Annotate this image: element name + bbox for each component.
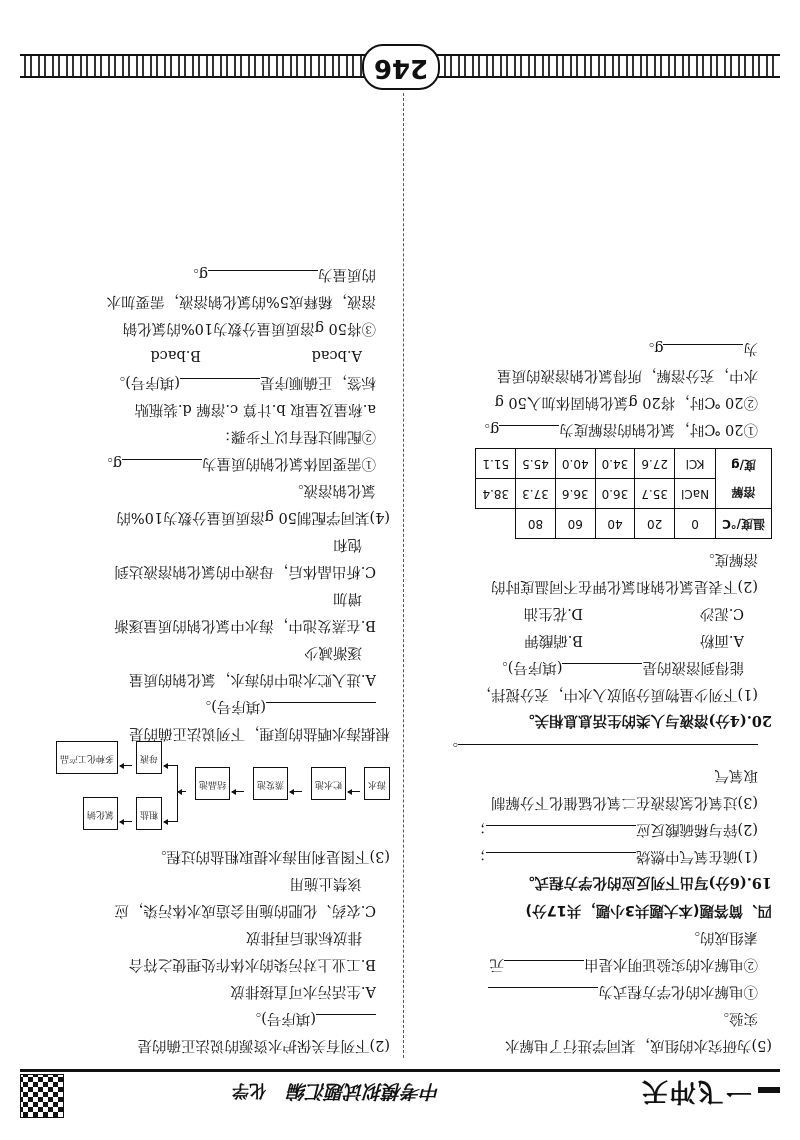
q20-item-2-1-tail: g。: [475, 421, 500, 437]
series-text: 中考模拟试题汇编: [287, 1080, 440, 1102]
series-title: [232, 1079, 440, 1106]
table-header-temp: 温度/℃: [716, 509, 772, 539]
q4-item-3a: ③将50 g溶质质量分数为10%的氯化钠: [122, 320, 376, 336]
table-cell: 51.1: [476, 449, 516, 479]
table-cell: 37.3: [516, 479, 556, 509]
answer-blank[interactable]: [486, 825, 636, 842]
q3-lead-2: [40, 692, 390, 719]
q20-item-2b: 溶解度。: [700, 551, 758, 567]
table-cell: 60: [555, 509, 595, 539]
q3-option-c-cont: 饱和: [333, 536, 362, 552]
q3-lead-tail: (填序号)。: [196, 698, 266, 714]
q5-intro-1: (5)为研究水的组成，某同学进行了电解水: [504, 1037, 772, 1053]
answer-blank[interactable]: [458, 744, 758, 761]
q4-item-2-order-text: 标签，正确顺序是: [260, 374, 376, 390]
right-column: [40, 260, 390, 1058]
table-cell: NaCl: [675, 479, 716, 509]
q20-option-c: C.泥沙: [699, 605, 744, 621]
q20-item-2-2c-text: 为: [743, 340, 758, 356]
table-cell: 45.5: [516, 449, 556, 479]
q3-option-b-cont: 增加: [333, 590, 362, 606]
q20-options-row-2: [422, 599, 772, 626]
q5-item-2-text: ②电解水的实验证明水是由: [584, 956, 758, 972]
table-row: [476, 479, 772, 509]
q20-item-2-2c: [422, 334, 772, 361]
q4-item-3c-text: 的质量为: [318, 266, 376, 282]
table-cell: 80: [516, 509, 556, 539]
flow-arrow: [348, 791, 360, 792]
table-cell: 36.0: [595, 479, 635, 509]
q2-stem-a: (2)下列有关保护水资源的说法正确的是: [137, 1037, 390, 1053]
q2-stem-b: [40, 1004, 390, 1031]
answer-blank[interactable]: [486, 852, 636, 869]
q4-item-2-options: [40, 341, 390, 368]
answer-blank[interactable]: [208, 270, 318, 287]
q5-item-2: [422, 950, 772, 977]
flow-arrow: [178, 791, 186, 792]
table-cell: 40.0: [555, 449, 595, 479]
q20-options-row-1: [422, 626, 772, 653]
q4-item-2-order-tail: (填序号)。: [110, 374, 180, 390]
brand-text: 一飞冲天: [639, 1076, 752, 1106]
q5-item-1: [422, 977, 772, 1004]
column-divider: [403, 93, 404, 1058]
q4-item-1-tail: g。: [98, 455, 122, 471]
q3-option-a-cont: 逐渐减少: [304, 644, 362, 660]
answer-blank[interactable]: [563, 663, 643, 680]
flow-crystal: 结晶池: [195, 767, 230, 800]
answer-blank[interactable]: [180, 378, 260, 395]
solubility-table: [475, 448, 772, 539]
flow-storage: 贮水池: [311, 767, 346, 800]
flow-arrow: [290, 791, 302, 792]
flow-arrow: [120, 765, 132, 766]
table-cell: 20: [635, 509, 675, 539]
q19-item-2-text: (2)锌与稀硫酸反应: [635, 821, 758, 837]
brand-title: [640, 1075, 780, 1112]
q4-stem-b: 氯化钠溶液。: [289, 482, 376, 498]
q5-item-2b: 素组成的。: [685, 929, 758, 945]
q4-item-3c-tail: g。: [184, 266, 208, 282]
page-header: [20, 1069, 780, 1118]
table-cell: 35.7: [635, 479, 675, 509]
q20-option-d: D.花生油: [523, 605, 583, 621]
flow-arrow: [232, 791, 244, 792]
answer-blank[interactable]: [664, 344, 744, 361]
q3-lead: 根据海水晒盐的原理，下列说法正确的是: [129, 725, 390, 741]
table-cell: KCl: [675, 449, 716, 479]
answer-blank[interactable]: [316, 1014, 376, 1031]
q19-item-1-text: (1)硫在氧气中燃烧: [635, 848, 758, 864]
q2-option-c: C.农药、化肥的施用会造成水体污染，应: [114, 902, 376, 918]
q2-stem-b-text: (填序号)。: [246, 1010, 316, 1026]
q20-item-1a: (1)下列少量物质分别放入水中，充分搅拌，: [476, 686, 758, 702]
left-column: [422, 334, 772, 1058]
flow-chem: 多种化工产品: [56, 741, 118, 774]
q20-item-2-2b: 水中，充分溶解，所得氯化钠溶液的质量: [497, 367, 758, 383]
flow-arrow: [120, 821, 132, 822]
q20-stem: 20.(4分)溶液与人类的生活息息相关。: [519, 712, 772, 729]
flow-arrow: [164, 765, 178, 766]
q19-item-3a: (3)过氧化氢溶液在二氧化锰催化下分解制: [490, 794, 758, 810]
q20-option-b: B.硝酸钾: [524, 632, 583, 648]
q20-item-1b-text: 能得到溶液的是: [642, 659, 744, 675]
answer-blank[interactable]: [504, 960, 584, 977]
salt-flowchart: [40, 752, 390, 836]
q5-item-1-text: ①电解水的化学方程式为: [598, 983, 758, 999]
q3-option-c: C.析出晶体后，母液中的氯化钠溶液达到: [114, 563, 376, 579]
flow-seawater: 海水: [364, 767, 390, 800]
flow-arrow: [164, 821, 178, 822]
q20-item-2-2a: ②20 ℃时，将20 g氯化钠固体加入50 g: [494, 394, 758, 410]
table-cell: 36.6: [555, 479, 595, 509]
q4-item-3b: 溶液，稀释成5%的氯化钠溶液，需要加水: [106, 293, 376, 309]
q3-option-b: B.在蒸发池中，海水中氯化钠的质量逐渐: [114, 617, 376, 633]
table-header-solubility: [716, 449, 772, 509]
checker-pattern-icon: [20, 1074, 64, 1118]
answer-blank[interactable]: [489, 987, 599, 1004]
flow-nacl: 氯化钠: [83, 797, 118, 830]
q5-item-2-tail: 元: [489, 956, 504, 972]
subject-text: 化学: [231, 1080, 266, 1100]
q19-stem: 19.(6分)写出下列反应的化学方程式。: [519, 874, 772, 891]
brand-mark-icon: [758, 1088, 780, 1094]
q4-option-b: B.bacd: [150, 347, 201, 363]
q5-intro-2: 实验。: [714, 1010, 758, 1026]
table-cell: 38.4: [476, 479, 516, 509]
q4-item-2: ②配制过程有以下步骤：: [216, 428, 376, 444]
q4-option-a: A.bcad: [311, 347, 362, 363]
q19-item-2: (2)锌与稀硫酸反应；: [422, 815, 772, 842]
flow-mother: 母液: [136, 741, 162, 774]
table-cell: 0: [675, 509, 716, 539]
q2-option-c-cont: 该禁止施用: [289, 875, 362, 891]
q20-item-1b-tail: (填序号)。: [493, 659, 563, 675]
q20-item-2-1-text: ①20 ℃时，氯化钠的溶解度为: [559, 421, 758, 437]
q2-option-b: B.工业上对污染的水体作处理使之符合: [128, 956, 376, 972]
q2-option-a: A.生活污水可直接排放: [230, 983, 376, 999]
q20-item-2-2c-tail: g。: [639, 340, 664, 356]
q20-item-2-1: [422, 415, 772, 442]
flow-evap: 蒸发池: [253, 767, 288, 800]
flow-crude: 粗盐: [136, 797, 162, 830]
answer-blank[interactable]: [122, 459, 202, 476]
answer-blank[interactable]: [266, 702, 376, 719]
table-cell: 27.6: [635, 449, 675, 479]
q19-item-3b: 取氧气: [714, 767, 758, 783]
table-header-solubility-b: 度/g: [731, 458, 757, 473]
table-cell: 34.0: [595, 449, 635, 479]
answer-blank[interactable]: [499, 425, 559, 442]
q20-option-a: A.面粉: [699, 632, 744, 648]
q3-option-a: A.进入贮水池中的海水，氯化钠的质量: [128, 671, 376, 687]
q19-item-1: (1)硫在氧气中燃烧；: [422, 842, 772, 869]
q4-item-2-order: [40, 368, 390, 395]
page-number: 246: [362, 44, 440, 90]
q19-item-3-blank: 。: [422, 734, 772, 761]
q3-stem: (3)下图是利用海水提取粗盐的过程。: [151, 848, 390, 864]
q4-item-3c: [40, 260, 390, 287]
table-cell: 40: [595, 509, 635, 539]
section-4-title: 四、简答题(本大题共3小题，共17分): [525, 902, 772, 918]
q2-option-b-cont: 排放标准后再排放: [246, 929, 362, 945]
table-row: [476, 509, 772, 539]
q20-item-1b: [422, 653, 772, 680]
q4-item-2-steps: a.称量及量取 b.计算 c.溶解 d.装瓶贴: [134, 401, 376, 417]
q4-item-1-text: ①需要固体氯化钠的质量为: [202, 455, 376, 471]
q4-stem-a: (4)某同学配制50 g溶质质量分数为10%的: [116, 509, 390, 525]
table-header-solubility-a: 溶解: [731, 485, 756, 500]
q20-item-2a: (2)下表是氯化钠和氯化钾在不同温度时的: [490, 578, 758, 594]
q4-item-1: [40, 449, 390, 476]
